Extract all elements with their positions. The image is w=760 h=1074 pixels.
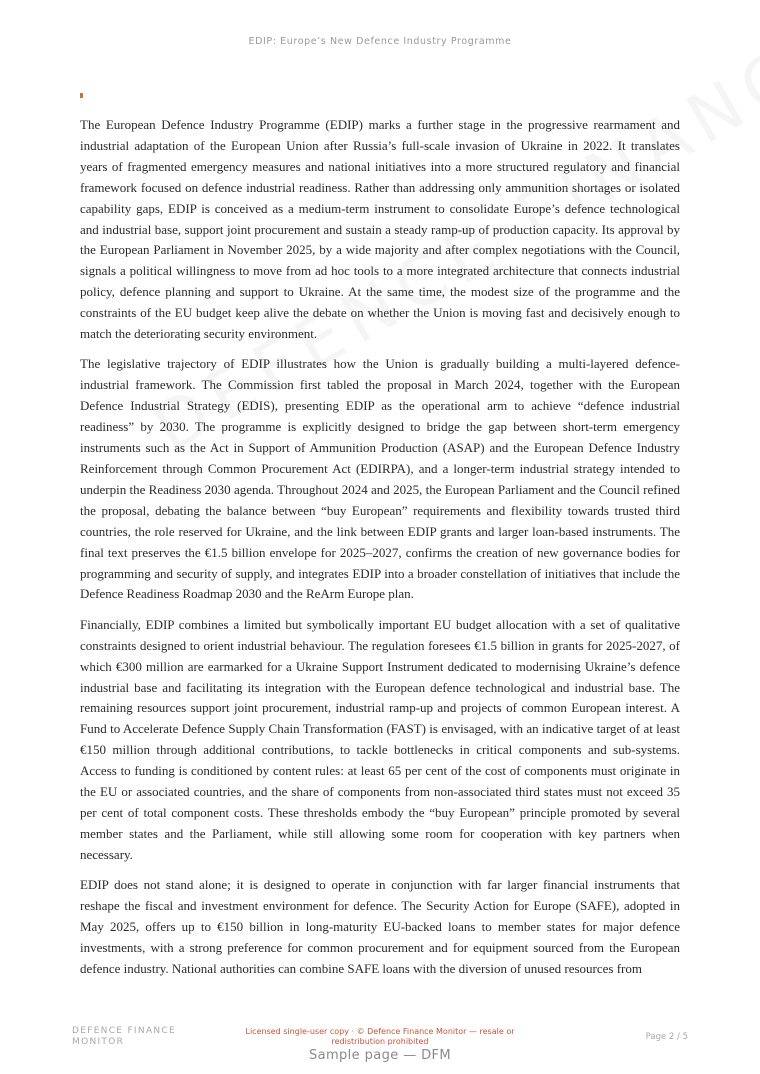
- license-notice: Licensed single-user copy · © Defence Finance Monitor — resale or redistribution prohibited: [245, 1027, 515, 1046]
- paragraph-2: The legislative trajectory of EDIP illustrates how the Union is gradually building a multi-layered defence-industrial framework. The Commission first tabled the proposal in March 2024, together with the European Defence Industrial Strategy (EDIS), presenting EDIP as the operational arm to achieve “defence industrial readiness” by 2030. The programme is explicitly designed to bridge the gap between short-term emergency instruments such as the Act in Support of Ammunition Production (ASAP) and the European Defence Industry Reinforcement through Common Procurement Act (EDIRPA), and a longer-term industrial strategy intended to underpin the Readiness 2030 agenda. Throughout 2024 and 2025, the European Parliament and the Council refined the proposal, debating the balance between “buy European” requirements and flexibility towards trusted third countries, the role reserved for Ukraine, and the link between EDIP grants and larger loan-based instruments. The final text preserves the €1.5 billion envelope for 2025–2027, confirms the creation of new governance bodies for programming and security of supply, and integrates EDIP into a broader constellation of initiatives that include the Defence Readiness Roadmap 2030 and the ReArm Europe plan.: [80, 356, 680, 602]
- paragraph-3: Financially, EDIP combines a limited but symbolically important EU budget allocation with a set of qualitative constraints designed to orient industrial behaviour. The regulation foresees €1.5 billion in grants for 2025-2027, of which €300 million are earmarked for a Ukraine Support Instrument dedicated to modernising Ukraine’s defence industrial base and facilitating its integration with the European defence technological and industrial base. The remaining resources support joint procurement, industrial ramp-up and projects of common European interest. A Fund to Accelerate Defence Supply Chain Transformation (FAST) is envisaged, with an indicative target of at least €150 million through additional contributions, to tackle bottlenecks in critical components and sub-systems. Access to funding is conditioned by content rules: at least 65 per cent of the cost of components must originate in the EU or associated countries, and the share of components from non-associated third states must not exceed 35 per cent of total component costs. These thresholds embody the “buy European” principle promoted by several member states and the Parliament, while still allowing some room for cooperation with key partners when necessary.: [80, 616, 680, 862]
- footer-publisher: [72, 1026, 212, 1048]
- paragraph-1: The European Defence Industry Programme (EDIP) marks a further stage in the progressive rearmament and industrial adaptation of the European Union after Russia’s full-scale invasion of Ukraine in 2022. It translates years of fragmented emergency measures and national initiatives into a more structured regulatory and financial framework focused on defence industrial readiness. Rather than addressing only ammunition shortages or isolated capability gaps, EDIP is conceived as a medium-term instrument to consolidate Europe’s defence technological and industrial base, support joint procurement and sustain a steady ramp-up of production capacity. Its approval by the European Parliament in November 2025, by a wide majority and after complex negotiations with the Council, signals a political willingness to move from ad hoc tools to a more integrated architecture that connects industrial policy, defence planning and support to Ukraine. At the same time, the modest size of the programme and the constraints of the EU budget keep alive the debate on whether the Union is moving fast and decisively enough to match the deteriorating security environment.: [80, 117, 680, 342]
- running-header: EDIP: Europe’s New Defence Industry Programme: [248, 36, 512, 47]
- article-body: [80, 115, 680, 989]
- sample-caption: Sample page — DFM: [308, 1048, 452, 1063]
- paragraph-4: EDIP does not stand alone; it is designed to operate in conjunction with far larger financial instruments that reshape the fiscal and investment environment for defence. The Security Action for Europe (SAFE), adopted in May 2025, offers up to €150 billion in long-maturity EU-backed loans to member states for major defence investments, with a strong preference for common procurement and for equipment sourced from the European defence industry. National authorities can combine SAFE loans with the diversion of unused resources from: [80, 877, 680, 976]
- publisher-name-line1: DEFENCE FINANCE: [72, 1026, 176, 1036]
- publisher-name-line2: MONITOR: [72, 1037, 125, 1047]
- page-number: Page 2 / 5: [645, 1032, 688, 1042]
- section-marker: [80, 93, 83, 98]
